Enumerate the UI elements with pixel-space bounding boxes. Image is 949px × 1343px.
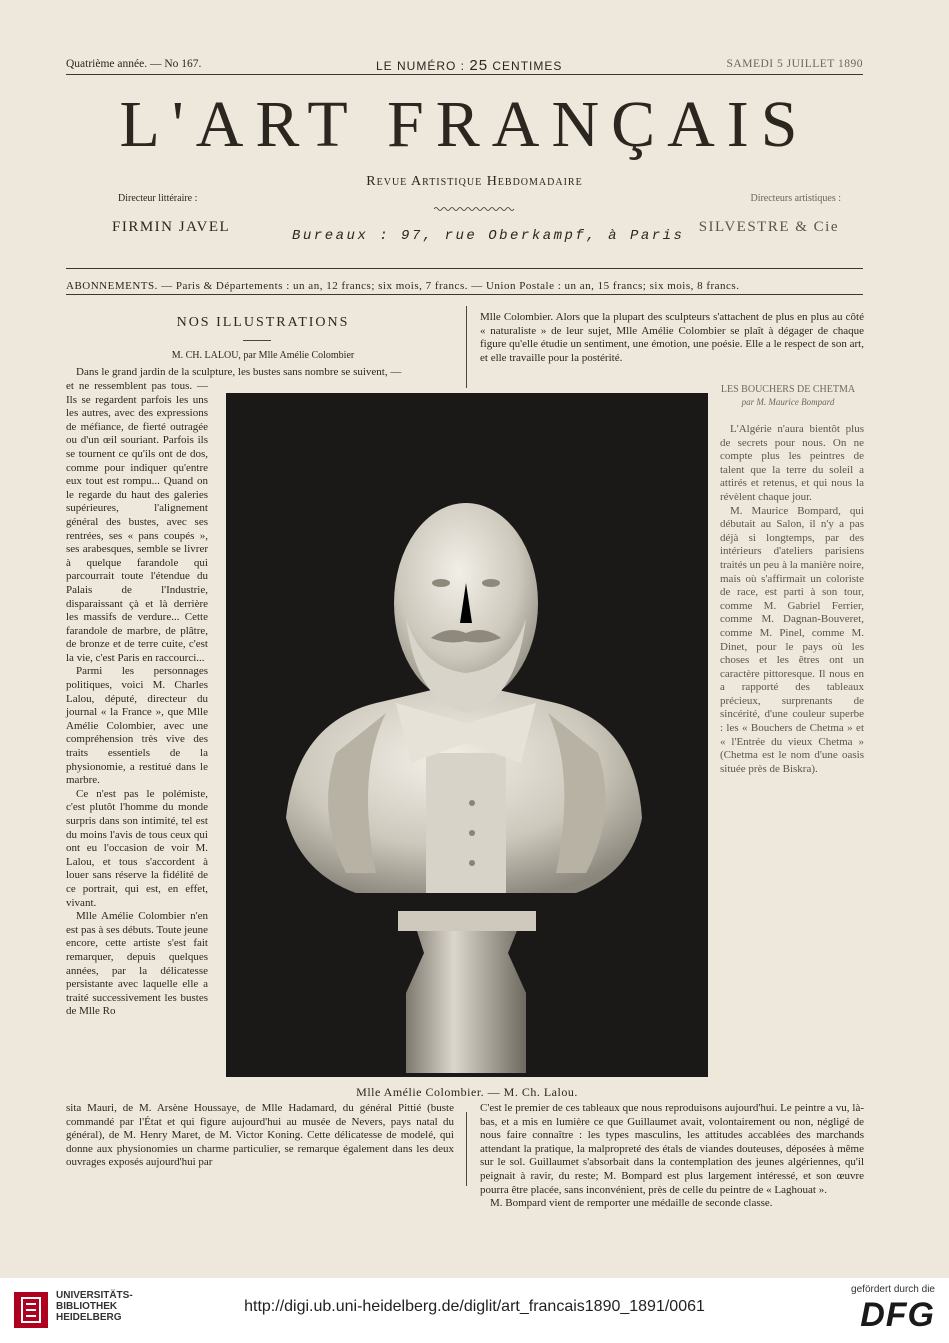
masthead-topline — [66, 58, 863, 72]
bouchers-heading: LES BOUCHERS DE CHETMA — [720, 384, 856, 395]
column-divider-bottom — [466, 1112, 467, 1186]
lead-paragraph: Dans le grand jardin de la sculpture, les bustes sans nombre se suivent, — — [76, 366, 402, 378]
left-column — [66, 380, 208, 1019]
left-paragraph-4: Mlle Amélie Colombier n'en est pas à ses débuts. Toute jeune encore, cette artiste s'est fait remarquer, depuis quelques années, par la délicatesse persistante avec laquelle elle a traité successivement les bustes de Mlle Ro — [66, 910, 208, 1018]
rule-below-subscriptions — [66, 294, 863, 295]
bottom-right-block — [480, 1102, 864, 1211]
bust-photograph — [226, 393, 708, 1077]
artistic-director-name: SILVESTRE & Cie — [698, 219, 839, 235]
heading-rule — [243, 340, 271, 341]
rule-above-subscriptions — [66, 268, 863, 269]
bouchers-heading-block — [712, 383, 864, 409]
university-library-label: UNIVERSITÄTS- BIBLIOTHEK HEIDELBERG — [56, 1290, 133, 1323]
office-address: Bureaux : 97, rue Oberkampf, à Paris — [292, 228, 685, 244]
bouchers-paragraph-1: L'Algérie n'aura bientôt plus de secrets pour nous. On ne compte plus les peintres de talent que la terre du soleil a attirés et retenus, et qui nous la révèlent chaque jour. — [720, 423, 864, 503]
column-divider-top — [466, 306, 467, 388]
issue-date: SAMEDI 5 JUILLET 1890 — [726, 58, 863, 70]
permalink-url[interactable]: http://digi.ub.uni-heidelberg.de/diglit/art_francais1890_1891/0061 — [244, 1298, 705, 1315]
illustration-subheading: M. CH. LALOU, par Mlle Amélie Colombier — [171, 350, 355, 361]
top-rule — [66, 74, 863, 75]
journal-subtitle: Revue Artistique Hebdomadaire — [366, 174, 583, 189]
journal-title: L'ART FRANÇAIS — [119, 88, 810, 161]
bottom-left-paragraph: sita Mauri, de M. Arsène Houssaye, de Mlle Hadamard, du général Pittié (buste commandé par l'État et qui figure aujourd'hui au musée de Nevers, pays natal du général), de M. Henry Maret, de M. Victor Koning. Cette délicatesse de modelé, qui donne aux physionomies un charme particulier, se remarque également dans les deux ouvrages exposés aujourd'hui par — [66, 1102, 454, 1169]
section-heading-illustrations: NOS ILLUSTRATIONS — [176, 315, 350, 330]
viewer-footer — [0, 1278, 949, 1343]
bouchers-paragraph-3: C'est le premier de ces tableaux que nous reproduisons aujourd'hui. Le peintre a vu, là-bas, et a mis en lumière ce que Guillaumet avait, volontairement ou non, négligé de nous faire connaître : les types masculins, les attitudes accablées des marchands attendant la pratique, la malpropreté des étals de viandes douteuses, déposées à même sur le sol. Guillaumet s'absorbait dans la contemplation des jeunes algériennes, qu'il peignait à ravir, du reste; M. Bompard est plus largement intéressé, et son œuvre pourra être placée, sans inconvénient, près de celle du peintre de « Laghouat ». — [480, 1102, 864, 1196]
dfg-logo: DFG — [860, 1296, 935, 1334]
right-column — [720, 423, 864, 776]
top-right-paragraph: Mlle Colombier. Alors que la plupart des sculpteurs s'attachent de plus en plus au côté « naturaliste » de leur sujet, Mlle Amélie Colombier se plaît à dégager de chaque figure qu'elle étudie un sentiment, une émotion, une poésie. Elle a le respect de son art, et elle travaille pour la postérité. — [480, 311, 864, 364]
issue-number: Quatrième année. — No 167. — [66, 58, 202, 70]
photo-caption: Mlle Amélie Colombier. — M. Ch. Lalou. — [356, 1085, 578, 1099]
price: LE NUMÉRO : 25 CENTIMES — [376, 57, 563, 74]
bouchers-subheading: par M. Maurice Bompard — [741, 397, 835, 407]
left-paragraph-1: et ne ressemblent pas tous. — Ils se regardent parfois les uns les autres, avec des expressions de méfiance, de fierté outragée ou d'un œil souriant. Parfois ils se tournent ce qu'ils ont de dos, comme pour indiquer qu'entre eux tout est rompu... Quand on le regarde du haut des galeries supérieures, l'alignement général des bustes, avec ses rentrées, ses « pans coupés », ses arabesques, semble se livrer à quelque farandole qui parcourrait toute l'étendue du Palais de l'Industrie, disparaissant çà et là derrière les massifs de verdure... Cette farandole de marbre, de plâtre, de bronze et de terre cuite, c'est la vie, c'est Paris en raccourci... — [66, 380, 208, 664]
left-paragraph-3: Ce n'est pas le polémiste, c'est plutôt l'homme du monde surpris dans son intimité, tel est du moins l'avis de tous ceux qui ont eu l'occasion de voir M. Lalou, et tous s'accordent à louer sans réserve la fidélité de ce portrait, qui est, en effet, vivant. — [66, 787, 208, 909]
lead-line — [66, 366, 454, 380]
artistic-director-label: Directeurs artistiques : — [750, 193, 841, 204]
bouchers-paragraph-4: M. Bompard vient de remporter une médaille de seconde classe. — [490, 1197, 773, 1210]
bottom-left-block — [66, 1102, 454, 1170]
literary-director-name: FIRMIN JAVEL — [112, 219, 231, 235]
ornament-rule — [434, 206, 516, 212]
bouchers-paragraph-2: M. Maurice Bompard, qui débutait au Salon, il n'y a pas déjà si longtemps, par des intérieurs d'ateliers parisiens traités un peu à la manière noire, mais où s'affirmait un coloriste de race, est parti à son tour, comme M. Gabriel Ferrier, comme M. Dagnan-Bouveret, comme M. Pinel, comme M. Dinet, pour le pays où les choses et les êtres ont un caractère pittoresque. Il nous en a rapporté des tableaux précieux, surprenants de sincérité, d'une couleur superbe : les « Bouchers de Chetma » et « l'Entrée du vieux Chetma » (Chetma est le nom d'une oasis située près de Biskra). — [720, 504, 864, 775]
top-right-paragraph-block — [480, 311, 864, 365]
literary-director-label: Directeur littéraire : — [118, 193, 198, 204]
subscriptions-line: ABONNEMENTS. — Paris & Départements : un an, 12 francs; six mois, 7 francs. — Union Postale : un an, 15 francs; six mois, 8 francs. — [66, 280, 740, 292]
funding-label: gefördert durch die — [851, 1284, 935, 1295]
left-paragraph-2: Parmi les personnages politiques, voici M. Charles Lalou, député, directeur du journal « la France », que Mlle Amélie Colombier, avec une compréhension très vive des traits essentiels de la physionomie, a restitué dans le marbre. — [66, 665, 208, 787]
bust-illustration — [226, 393, 708, 1077]
